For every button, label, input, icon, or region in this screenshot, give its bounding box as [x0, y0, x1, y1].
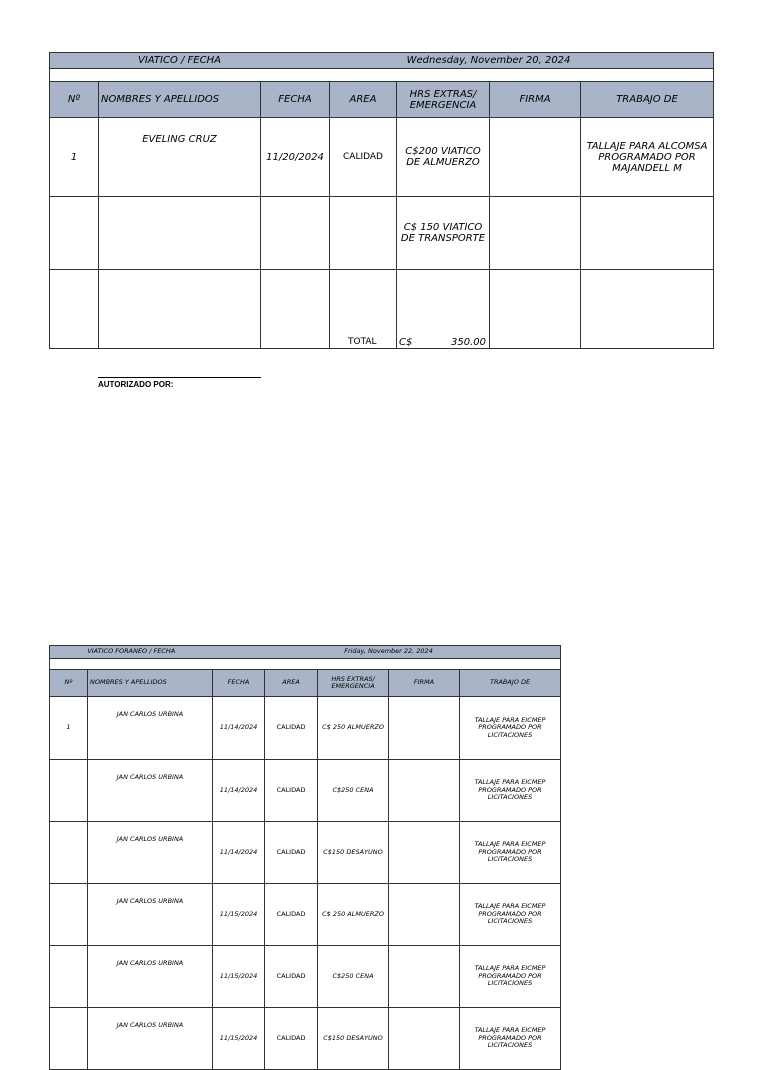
table-title-row [50, 646, 561, 659]
cell-area: CALIDAD [265, 697, 318, 760]
cell-hrs: C$200 VIATICO DE ALMUERZO [397, 118, 490, 197]
cell-name: JAN CARLOS URBINA [88, 884, 213, 946]
cell-name: EVELING CRUZ [99, 118, 261, 197]
cell-trabajo [581, 270, 714, 349]
cell-date [261, 197, 330, 270]
cell-area: CALIDAD [330, 118, 397, 197]
header-num: Nº [50, 82, 99, 118]
cell-firma [389, 884, 460, 946]
cell-num [50, 760, 88, 822]
cell-trabajo: TALLAJE PARA ALCOMSA PROGRAMADO POR MAJANDELL M [581, 118, 714, 197]
cell-firma [490, 270, 581, 349]
cell-firma [389, 946, 460, 1008]
table-row [50, 270, 714, 349]
header-num: Nº [50, 670, 88, 697]
table-row [50, 946, 561, 1008]
cell-num [50, 946, 88, 1008]
blank-row [50, 69, 714, 82]
cell-num: 1 [50, 118, 99, 197]
header-date: FECHA [213, 670, 265, 697]
header-firma: FIRMA [490, 82, 581, 118]
cell-trabajo: TALLAJE PARA EICMEP PROGRAMADO POR LICITACIONES [460, 1008, 561, 1070]
cell-num [50, 884, 88, 946]
cell-date [261, 270, 330, 349]
cell-trabajo: TALLAJE PARA EICMEP PROGRAMADO POR LICITACIONES [460, 760, 561, 822]
cell-date: 11/15/2024 [213, 884, 265, 946]
cell-date: 11/20/2024 [261, 118, 330, 197]
cell-date: 11/15/2024 [213, 1008, 265, 1070]
cell-name: JAN CARLOS URBINA [88, 946, 213, 1008]
cell-hrs: C$150 DESAYUNO [318, 1008, 389, 1070]
cell-area: CALIDAD [265, 760, 318, 822]
table-row [50, 822, 561, 884]
cell-num [50, 1008, 88, 1070]
header-date: FECHA [261, 82, 330, 118]
cell-date: 11/14/2024 [213, 822, 265, 884]
cell-area: CALIDAD [265, 822, 318, 884]
total-currency: C$ [399, 337, 413, 348]
table-title-date: Wednesday, November 20, 2024 [397, 53, 581, 69]
table-title-date: Friday, November 22, 2024 [318, 646, 460, 659]
cell-hrs: C$ 150 VIATICO DE TRANSPORTE [397, 197, 490, 270]
viatico-foraneo-table [49, 645, 561, 1070]
blank-row [50, 659, 561, 670]
table-title-label: VIATICO FORANEO / FECHA [50, 646, 213, 659]
header-name: NOMBRES Y APELLIDOS [88, 670, 213, 697]
cell-name: JAN CARLOS URBINA [88, 697, 213, 760]
header-area: AREA [265, 670, 318, 697]
cell-num [50, 822, 88, 884]
cell-num [50, 197, 99, 270]
cell-date: 11/14/2024 [213, 697, 265, 760]
cell-area [330, 197, 397, 270]
cell-firma [389, 697, 460, 760]
table-row [50, 1008, 561, 1070]
table-row [50, 197, 714, 270]
cell-firma [389, 1008, 460, 1070]
cell-firma [490, 118, 581, 197]
cell-hrs: C$ 250 ALMUERZO [318, 884, 389, 946]
cell-name: JAN CARLOS URBINA [88, 822, 213, 884]
cell-name: JAN CARLOS URBINA [88, 760, 213, 822]
cell-name [99, 270, 261, 349]
header-hrs: HRS EXTRAS/ EMERGENCIA [318, 670, 389, 697]
cell-num: 1 [50, 697, 88, 760]
table-row [50, 697, 561, 760]
cell-name [99, 197, 261, 270]
cell-hrs: C$150 DESAYUNO [318, 822, 389, 884]
cell-area: CALIDAD [265, 1008, 318, 1070]
cell-firma [389, 760, 460, 822]
cell-trabajo [581, 197, 714, 270]
cell-trabajo: TALLAJE PARA EICMEP PROGRAMADO POR LICITACIONES [460, 884, 561, 946]
table-row [50, 884, 561, 946]
table-title-row [50, 53, 714, 69]
cell-hrs: C$ 250 ALMUERZO [318, 697, 389, 760]
header-trabajo: TRABAJO DE [460, 670, 561, 697]
table-title-label: VIATICO / FECHA [99, 53, 261, 69]
signature-line [98, 377, 261, 378]
cell-firma [490, 197, 581, 270]
header-row [50, 82, 714, 118]
table-row [50, 118, 714, 197]
header-row [50, 670, 561, 697]
header-area: AREA [330, 82, 397, 118]
total-value: 350.00 [451, 337, 486, 348]
header-name: NOMBRES Y APELLIDOS [99, 82, 261, 118]
cell-trabajo: TALLAJE PARA EICMEP PROGRAMADO POR LICITACIONES [460, 946, 561, 1008]
table-row [50, 760, 561, 822]
authorized-by-label: AUTORIZADO POR: [98, 380, 174, 389]
total-label: TOTAL [348, 337, 377, 347]
cell-date: 11/14/2024 [213, 760, 265, 822]
cell-trabajo: TALLAJE PARA EICMEP PROGRAMADO POR LICITACIONES [460, 822, 561, 884]
header-trabajo: TRABAJO DE [581, 82, 714, 118]
viatico-table [49, 52, 714, 349]
header-hrs: HRS EXTRAS/ EMERGENCIA [397, 82, 490, 118]
cell-hrs: C$250 CENA [318, 946, 389, 1008]
cell-hrs: C$250 CENA [318, 760, 389, 822]
cell-name: JAN CARLOS URBINA [88, 1008, 213, 1070]
cell-num [50, 270, 99, 349]
cell-date: 11/15/2024 [213, 946, 265, 1008]
cell-area: CALIDAD [265, 884, 318, 946]
cell-area: CALIDAD [265, 946, 318, 1008]
header-firma: FIRMA [389, 670, 460, 697]
cell-firma [389, 822, 460, 884]
cell-trabajo: TALLAJE PARA EICMEP PROGRAMADO POR LICITACIONES [460, 697, 561, 760]
